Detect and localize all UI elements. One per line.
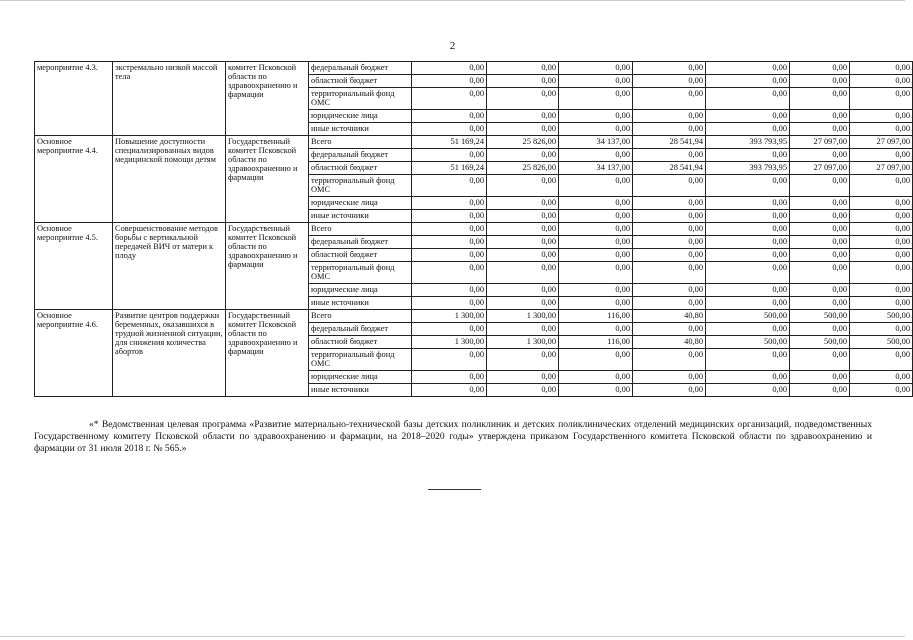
amount-cell: 0,00 (790, 236, 850, 249)
amount-cell: 0,00 (412, 262, 487, 284)
amount-cell: 0,00 (487, 149, 559, 162)
amount-cell: 0,00 (706, 371, 790, 384)
amount-cell: 0,00 (790, 323, 850, 336)
amount-cell: 0,00 (790, 175, 850, 197)
amount-cell: 0,00 (850, 349, 913, 371)
amount-cell: 0,00 (633, 236, 706, 249)
amount-cell: 34 137,00 (559, 162, 633, 175)
measure-code: Основное мероприятие 4.5. (35, 223, 113, 310)
funding-source: юридические лица (309, 110, 412, 123)
table-row (35, 62, 913, 75)
amount-cell: 0,00 (706, 262, 790, 284)
amount-cell: 0,00 (706, 88, 790, 110)
amount-cell: 0,00 (559, 249, 633, 262)
amount-cell: 0,00 (559, 197, 633, 210)
amount-cell: 0,00 (633, 123, 706, 136)
amount-cell: 0,00 (559, 62, 633, 75)
amount-cell: 0,00 (633, 210, 706, 223)
amount-cell: 0,00 (633, 349, 706, 371)
funding-source: Всего (309, 310, 412, 323)
funding-source: областной бюджет (309, 75, 412, 88)
amount-cell: 0,00 (706, 297, 790, 310)
amount-cell: 0,00 (487, 349, 559, 371)
measure-executor: комитет Псковской области по здравоохранению и фармации (226, 62, 309, 136)
amount-cell: 1 300,00 (412, 310, 487, 323)
funding-source: федеральный бюджет (309, 323, 412, 336)
footnote-text: «* Ведомственная целевая программа «Развитие материально-технической базы детских поликлиник и детских поликлинических отделений медицинских организаций, подведомственных Государственному комитету Псковской области по здравоохранению и фармации, на 2018–2020 годы» утверждена приказом Государственного комитета Псковской области по здравоохранению и фармации от 31 июля 2018 г. № 565.» (34, 419, 872, 454)
amount-cell: 0,00 (487, 371, 559, 384)
amount-cell: 40,80 (633, 336, 706, 349)
amount-cell: 0,00 (412, 149, 487, 162)
amount-cell: 0,00 (850, 284, 913, 297)
amount-cell: 0,00 (487, 210, 559, 223)
funding-table (34, 61, 913, 397)
amount-cell: 0,00 (850, 210, 913, 223)
amount-cell: 500,00 (850, 310, 913, 323)
amount-cell: 1 300,00 (487, 336, 559, 349)
amount-cell: 0,00 (633, 262, 706, 284)
amount-cell: 0,00 (850, 384, 913, 397)
amount-cell: 0,00 (412, 236, 487, 249)
amount-cell: 116,00 (559, 336, 633, 349)
amount-cell: 0,00 (487, 75, 559, 88)
amount-cell: 0,00 (633, 110, 706, 123)
amount-cell: 0,00 (412, 223, 487, 236)
amount-cell: 0,00 (850, 149, 913, 162)
amount-cell: 0,00 (706, 236, 790, 249)
amount-cell: 0,00 (850, 323, 913, 336)
measure-executor: Государственный комитет Псковской области по здравоохранению и фармации (226, 223, 309, 310)
amount-cell: 0,00 (790, 223, 850, 236)
amount-cell: 0,00 (412, 284, 487, 297)
amount-cell: 51 169,24 (412, 162, 487, 175)
amount-cell: 0,00 (790, 149, 850, 162)
measure-executor: Государственный комитет Псковской области по здравоохранению и фармации (226, 136, 309, 223)
amount-cell: 27 097,00 (850, 162, 913, 175)
funding-source: иные источники (309, 210, 412, 223)
funding-source: юридические лица (309, 197, 412, 210)
amount-cell: 0,00 (412, 384, 487, 397)
amount-cell: 0,00 (412, 175, 487, 197)
amount-cell: 0,00 (487, 197, 559, 210)
amount-cell: 0,00 (487, 236, 559, 249)
amount-cell: 28 541,94 (633, 162, 706, 175)
amount-cell: 25 826,00 (487, 162, 559, 175)
amount-cell: 0,00 (790, 349, 850, 371)
amount-cell: 40,80 (633, 310, 706, 323)
amount-cell: 27 097,00 (850, 136, 913, 149)
amount-cell: 0,00 (790, 262, 850, 284)
amount-cell: 0,00 (559, 262, 633, 284)
amount-cell: 0,00 (790, 110, 850, 123)
amount-cell: 0,00 (850, 62, 913, 75)
funding-table-body (35, 62, 913, 397)
amount-cell: 0,00 (633, 149, 706, 162)
measure-name: Повышение доступности специализированных видов медицинской помощи детям (113, 136, 226, 223)
amount-cell: 0,00 (706, 349, 790, 371)
funding-source: федеральный бюджет (309, 62, 412, 75)
amount-cell: 0,00 (633, 323, 706, 336)
amount-cell: 1 300,00 (412, 336, 487, 349)
amount-cell: 0,00 (487, 384, 559, 397)
funding-source: иные источники (309, 384, 412, 397)
amount-cell: 0,00 (790, 75, 850, 88)
funding-source: территориальный фонд ОМС (309, 88, 412, 110)
amount-cell: 0,00 (559, 223, 633, 236)
amount-cell: 0,00 (790, 297, 850, 310)
amount-cell: 0,00 (850, 197, 913, 210)
amount-cell: 0,00 (850, 88, 913, 110)
amount-cell: 0,00 (706, 223, 790, 236)
amount-cell: 25 826,00 (487, 136, 559, 149)
amount-cell: 0,00 (633, 384, 706, 397)
amount-cell: 0,00 (706, 284, 790, 297)
amount-cell: 0,00 (850, 110, 913, 123)
amount-cell: 0,00 (850, 262, 913, 284)
funding-source: иные источники (309, 297, 412, 310)
amount-cell: 0,00 (790, 88, 850, 110)
funding-source: федеральный бюджет (309, 149, 412, 162)
scan-edge-top (0, 0, 905, 1)
page-number: 2 (449, 40, 456, 52)
amount-cell: 0,00 (706, 249, 790, 262)
funding-source: территориальный фонд ОМС (309, 262, 412, 284)
amount-cell: 0,00 (633, 62, 706, 75)
amount-cell: 0,00 (412, 110, 487, 123)
amount-cell: 0,00 (412, 197, 487, 210)
measure-code: Основное мероприятие 4.6. (35, 310, 113, 397)
amount-cell: 0,00 (850, 371, 913, 384)
amount-cell: 0,00 (790, 123, 850, 136)
measure-name: Совершенствование методов борьбы с вертикальной передачей ВИЧ от матери к плоду (113, 223, 226, 310)
amount-cell: 0,00 (633, 175, 706, 197)
amount-cell: 0,00 (559, 210, 633, 223)
amount-cell: 0,00 (412, 297, 487, 310)
amount-cell: 0,00 (633, 371, 706, 384)
amount-cell: 393 793,95 (706, 136, 790, 149)
scan-edge-bottom (0, 636, 905, 637)
amount-cell: 0,00 (850, 223, 913, 236)
amount-cell: 0,00 (487, 262, 559, 284)
amount-cell: 116,00 (559, 310, 633, 323)
table-row (35, 310, 913, 323)
funding-source: областной бюджет (309, 162, 412, 175)
amount-cell: 0,00 (790, 371, 850, 384)
amount-cell: 0,00 (412, 62, 487, 75)
funding-source: областной бюджет (309, 336, 412, 349)
measure-name: экстремально низкой массой тела (113, 62, 226, 136)
measure-code: Основное мероприятие 4.4. (35, 136, 113, 223)
amount-cell: 0,00 (790, 197, 850, 210)
amount-cell: 0,00 (412, 371, 487, 384)
amount-cell: 0,00 (487, 110, 559, 123)
end-divider (428, 489, 481, 490)
amount-cell: 0,00 (633, 297, 706, 310)
footnote (34, 419, 872, 455)
amount-cell: 0,00 (559, 236, 633, 249)
amount-cell: 0,00 (633, 284, 706, 297)
amount-cell: 0,00 (559, 110, 633, 123)
amount-cell: 0,00 (559, 297, 633, 310)
amount-cell: 0,00 (633, 249, 706, 262)
amount-cell: 28 541,94 (633, 136, 706, 149)
funding-source: юридические лица (309, 284, 412, 297)
amount-cell: 0,00 (706, 210, 790, 223)
amount-cell: 0,00 (559, 88, 633, 110)
amount-cell: 0,00 (559, 371, 633, 384)
funding-source: Всего (309, 136, 412, 149)
amount-cell: 0,00 (559, 384, 633, 397)
table-row (35, 136, 913, 149)
amount-cell: 500,00 (790, 336, 850, 349)
amount-cell: 0,00 (559, 323, 633, 336)
amount-cell: 0,00 (487, 297, 559, 310)
amount-cell: 0,00 (790, 210, 850, 223)
amount-cell: 34 137,00 (559, 136, 633, 149)
amount-cell: 0,00 (790, 249, 850, 262)
amount-cell: 0,00 (487, 223, 559, 236)
funding-source: территориальный фонд ОМС (309, 349, 412, 371)
amount-cell: 393 793,95 (706, 162, 790, 175)
amount-cell: 0,00 (850, 123, 913, 136)
amount-cell: 0,00 (706, 110, 790, 123)
amount-cell: 0,00 (790, 384, 850, 397)
amount-cell: 0,00 (706, 384, 790, 397)
amount-cell: 0,00 (412, 75, 487, 88)
amount-cell: 0,00 (487, 123, 559, 136)
amount-cell: 0,00 (850, 297, 913, 310)
amount-cell: 0,00 (706, 175, 790, 197)
amount-cell: 0,00 (559, 123, 633, 136)
amount-cell: 500,00 (790, 310, 850, 323)
amount-cell: 0,00 (487, 249, 559, 262)
amount-cell: 0,00 (850, 75, 913, 88)
funding-source: Всего (309, 223, 412, 236)
funding-source: областной бюджет (309, 249, 412, 262)
amount-cell: 0,00 (412, 210, 487, 223)
amount-cell: 0,00 (706, 149, 790, 162)
amount-cell: 0,00 (850, 249, 913, 262)
measure-code: мероприятие 4.3. (35, 62, 113, 136)
funding-source: территориальный фонд ОМС (309, 175, 412, 197)
amount-cell: 0,00 (559, 75, 633, 88)
amount-cell: 0,00 (850, 236, 913, 249)
amount-cell: 0,00 (487, 284, 559, 297)
amount-cell: 1 300,00 (487, 310, 559, 323)
funding-source: юридические лица (309, 371, 412, 384)
amount-cell: 0,00 (633, 197, 706, 210)
amount-cell: 500,00 (850, 336, 913, 349)
measure-name: Развитие центров поддержки беременных, оказавшихся в трудной жизненной ситуации, для снижения количества абортов (113, 310, 226, 397)
amount-cell: 0,00 (633, 75, 706, 88)
amount-cell: 0,00 (412, 88, 487, 110)
amount-cell: 0,00 (559, 284, 633, 297)
funding-source: федеральный бюджет (309, 236, 412, 249)
amount-cell: 0,00 (706, 62, 790, 75)
amount-cell: 0,00 (487, 175, 559, 197)
amount-cell: 0,00 (412, 249, 487, 262)
amount-cell: 0,00 (487, 88, 559, 110)
amount-cell: 0,00 (790, 62, 850, 75)
amount-cell: 0,00 (706, 197, 790, 210)
amount-cell: 0,00 (706, 75, 790, 88)
amount-cell: 0,00 (559, 175, 633, 197)
amount-cell: 0,00 (706, 323, 790, 336)
amount-cell: 0,00 (706, 123, 790, 136)
amount-cell: 27 097,00 (790, 162, 850, 175)
funding-source: иные источники (309, 123, 412, 136)
amount-cell: 0,00 (790, 284, 850, 297)
amount-cell: 500,00 (706, 310, 790, 323)
amount-cell: 0,00 (412, 323, 487, 336)
amount-cell: 51 169,24 (412, 136, 487, 149)
amount-cell: 0,00 (487, 62, 559, 75)
table-row (35, 223, 913, 236)
amount-cell: 0,00 (412, 123, 487, 136)
amount-cell: 0,00 (559, 149, 633, 162)
amount-cell: 0,00 (633, 223, 706, 236)
amount-cell: 0,00 (633, 88, 706, 110)
amount-cell: 0,00 (487, 323, 559, 336)
amount-cell: 500,00 (706, 336, 790, 349)
amount-cell: 0,00 (850, 175, 913, 197)
measure-executor: Государственный комитет Псковской области по здравоохранению и фармации (226, 310, 309, 397)
amount-cell: 0,00 (559, 349, 633, 371)
amount-cell: 0,00 (412, 349, 487, 371)
amount-cell: 27 097,00 (790, 136, 850, 149)
